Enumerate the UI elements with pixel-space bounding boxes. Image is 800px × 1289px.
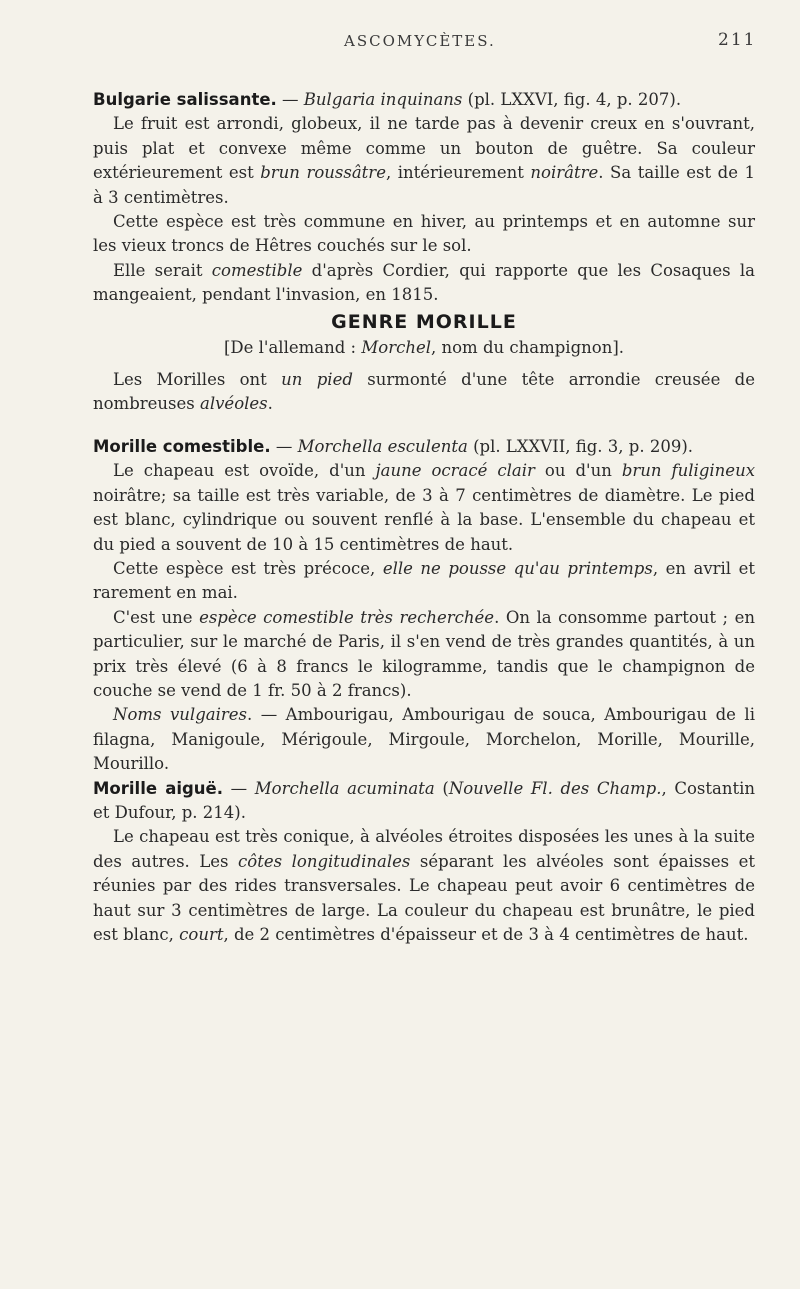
paragraph xyxy=(93,606,755,704)
italic-text: comestible xyxy=(211,260,303,280)
dash: — xyxy=(223,778,255,798)
text: . On la consomme partout ; en particulier, sur le marché de Paris, il s'en vend de très grandes quantités, à un prix très élevé (6 à 8 francs le kilogramme, tandis que le champignon de couche se vend de 1 fr. 50 à 2 francs). xyxy=(93,607,755,700)
italic-text: elle ne pousse qu'au printemps xyxy=(382,558,653,578)
text: ou d'un xyxy=(534,461,622,481)
text: , Costantin et Dufour, p. 214). xyxy=(93,778,755,822)
latin-name: Morchella acuminata xyxy=(254,778,435,798)
entry-name: Morille comestible. xyxy=(93,436,271,456)
paragraph xyxy=(93,259,755,308)
paragraph xyxy=(93,459,755,557)
text: d'après Cordier, qui rapporte que les Cosaques la mangeaient, pendant l'invasion, en 1815. xyxy=(93,260,756,305)
text: surmonté d'une tête arrondie creusée de nombreuses xyxy=(93,370,755,414)
italic-text: court xyxy=(179,925,224,944)
italic-text: côtes longitudinales xyxy=(238,851,411,871)
running-head xyxy=(0,30,800,60)
italic-text: noirâtre xyxy=(530,163,599,183)
text: Le fruit est arrondi, globeux, il ne tarde pas à devenir creux en s'ouvrant, puis plat et convexe même comme un bouton de guêtre. Sa couleur extérieurement est xyxy=(93,114,755,183)
entry-morille-comestible-heading xyxy=(93,435,755,459)
entry-bulgarie-heading xyxy=(93,88,755,112)
dash: — xyxy=(270,436,298,456)
text: Les Morilles ont xyxy=(113,370,282,390)
text: , en avril et rarement en mai. xyxy=(93,558,755,603)
page-number: 211 xyxy=(718,30,757,50)
genus-heading: GENRE MORILLE xyxy=(331,310,517,333)
entry-morille-aigue-heading xyxy=(93,777,755,826)
genus-description xyxy=(93,368,755,417)
italic-text: espèce comestible très recherchée xyxy=(199,607,495,627)
text: Elle serait xyxy=(113,260,212,280)
text: Le chapeau est très conique, à alvéoles étroites disposées les unes à la suite des autres. Les xyxy=(93,827,755,871)
text: Le chapeau est ovoïde, d'un xyxy=(113,461,376,481)
text: , nom du champignon]. xyxy=(431,337,624,357)
text: [De l'allemand : xyxy=(223,337,362,357)
italic-text: un pied xyxy=(281,370,353,390)
page-body xyxy=(93,88,755,947)
running-head-title: ASCOMYCÈTES. xyxy=(344,32,496,50)
dash: — xyxy=(276,90,304,109)
text: séparant les alvéoles sont épaisses et réunies par des rides transversales. Le chapeau peut avoir 6 centimètres de haut sur 3 centimètres de large. La couleur du chapeau est brunâtre, le pied est blanc, xyxy=(93,851,755,944)
text: , de 2 centimètres d'épaisseur et de 3 à 4 centimètres de haut. xyxy=(223,925,749,944)
paragraph xyxy=(93,825,755,947)
text: , intérieurement xyxy=(385,163,531,183)
plate-reference: (pl. LXXVI, fig. 4, p. 207). xyxy=(462,90,682,109)
paragraph xyxy=(93,112,755,210)
italic-text: Morchel xyxy=(361,337,431,357)
italic-text: brun fuligineux xyxy=(621,461,756,481)
text: . xyxy=(267,394,273,414)
etymology-note xyxy=(93,336,755,360)
italic-text: alvéoles xyxy=(200,394,268,414)
text: Cette espèce est très précoce, xyxy=(113,558,383,578)
entry-name: Morille aiguë. xyxy=(93,778,223,798)
paragraph xyxy=(93,557,755,606)
text: ( xyxy=(434,778,449,798)
latin-name: Morchella esculenta xyxy=(297,436,468,456)
text: . Sa taille est de 1 à 3 centimètres. xyxy=(93,163,755,207)
paragraph: Cette espèce est très commune en hiver, au printemps et en automne sur les vieux troncs de Hêtres couchés sur le sol. xyxy=(93,212,755,256)
plate-reference: (pl. LXXVII, fig. 3, p. 209). xyxy=(467,436,694,456)
vernacular-names xyxy=(93,703,755,776)
italic-text: Noms vulgaires xyxy=(113,705,247,725)
entry-name: Bulgarie salissante. xyxy=(93,90,277,109)
italic-text: jaune ocracé clair xyxy=(375,461,535,481)
italic-text: Nouvelle Fl. des Champ. xyxy=(448,778,662,798)
text: noirâtre; sa taille est très variable, de 3 à 7 centimètres de diamètre. Le pied est blanc, cylindrique ou souvent renflé à la base. L'ensemble du chapeau et du pied a souvent de 10 à 15 centimètres de haut. xyxy=(93,485,755,554)
text: . — Ambourigau, Ambourigau de souca, Ambourigau de li filagna, Manigoule, Mérigoule, Mirgoule, Morchelon, Morille, Mourille, Mourillo. xyxy=(93,705,755,774)
latin-name: Bulgaria inquinans xyxy=(303,90,463,109)
italic-text: brun roussâtre xyxy=(260,163,386,183)
text: C'est une xyxy=(113,607,200,627)
